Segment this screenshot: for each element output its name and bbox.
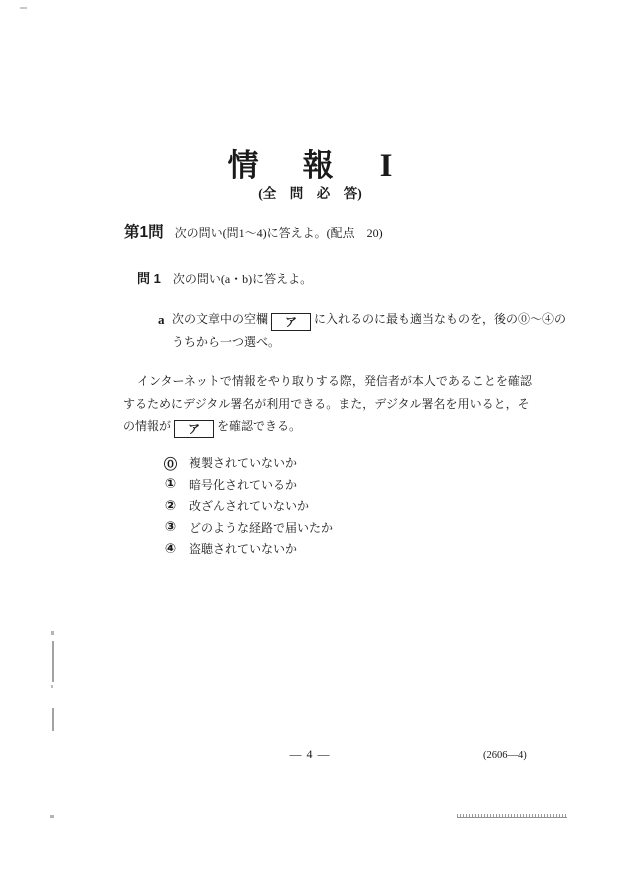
subquestion-a-label: a <box>158 312 165 327</box>
passage-line-2: するためにデジタル署名が利用できる。また，デジタル署名を用いると，そ <box>123 396 530 411</box>
scan-artifact-left-line-1 <box>52 641 54 682</box>
answer-blank-box-passage: ア <box>174 420 214 438</box>
subquestion-a-pre-box-text: 次の文章中の空欄 <box>172 312 269 326</box>
passage-line-3-pre: の情報が <box>123 419 172 433</box>
title-numeral: I <box>379 148 393 184</box>
option-3 <box>163 517 333 539</box>
answer-options-list <box>163 452 333 560</box>
subtitle-all-questions-required: (全 問 必 答) <box>258 186 362 201</box>
option-3-text: どのような経路で届いたか <box>189 520 334 535</box>
passage <box>123 370 543 438</box>
option-2-text: 改ざんされていないか <box>189 499 310 514</box>
subquestion-a-line2: うちから一つ選べ。 <box>172 335 281 349</box>
section-1-heading <box>124 220 383 242</box>
option-1-text: 暗号化されているか <box>189 477 298 492</box>
scan-artifact-left-tick-1 <box>51 631 54 635</box>
passage-line-1: インターネットで情報をやり取りする際，発信者が本人であることを確認 <box>137 374 532 388</box>
option-4-circled-number: ④ <box>164 540 177 557</box>
passage-line-3 <box>123 415 543 438</box>
option-1-circled-number: ① <box>164 476 177 493</box>
page-title <box>0 140 620 185</box>
question-1-instruction: 次の問い(a・b)に答えよ。 <box>172 272 313 286</box>
section-1-label: 第1問 <box>124 224 164 241</box>
option-0-circled-number: ⓪ <box>163 456 178 473</box>
question-1-heading <box>137 268 312 287</box>
option-3-circled-number: ③ <box>164 519 177 536</box>
subquestion-a <box>158 308 578 354</box>
option-0-text: 複製されていないか <box>189 456 298 471</box>
booklet-code: (2606—4) <box>483 750 527 761</box>
scan-artifact-left-tick-2 <box>50 815 54 818</box>
option-2-circled-number: ② <box>164 497 177 514</box>
title-char-jou: 情 <box>227 148 259 183</box>
option-0 <box>163 452 333 474</box>
option-4 <box>163 538 333 560</box>
question-1-label: 問 1 <box>137 271 161 286</box>
option-2 <box>163 495 333 517</box>
option-1 <box>163 474 333 496</box>
section-1-instruction: 次の問い(問1～4)に答えよ。(配点 20) <box>174 226 383 240</box>
subquestion-a-line1 <box>172 308 578 331</box>
scan-artifact-bottom-right-line <box>457 814 567 818</box>
scan-artifact-left-line-2 <box>52 708 54 731</box>
subquestion-a-post-box-text: に入れるのに最も適当なものを，後の⓪～④の <box>314 312 567 326</box>
page-number: — 4 — <box>289 747 331 761</box>
title-char-hou: 報 <box>302 148 334 183</box>
scan-artifact-top-dash <box>20 7 27 9</box>
answer-blank-box-a: ア <box>271 313 311 331</box>
scan-artifact-left-dot <box>51 685 53 688</box>
option-4-text: 盗聴されていないか <box>189 542 298 557</box>
passage-line-3-post: を確認できる。 <box>217 419 302 433</box>
